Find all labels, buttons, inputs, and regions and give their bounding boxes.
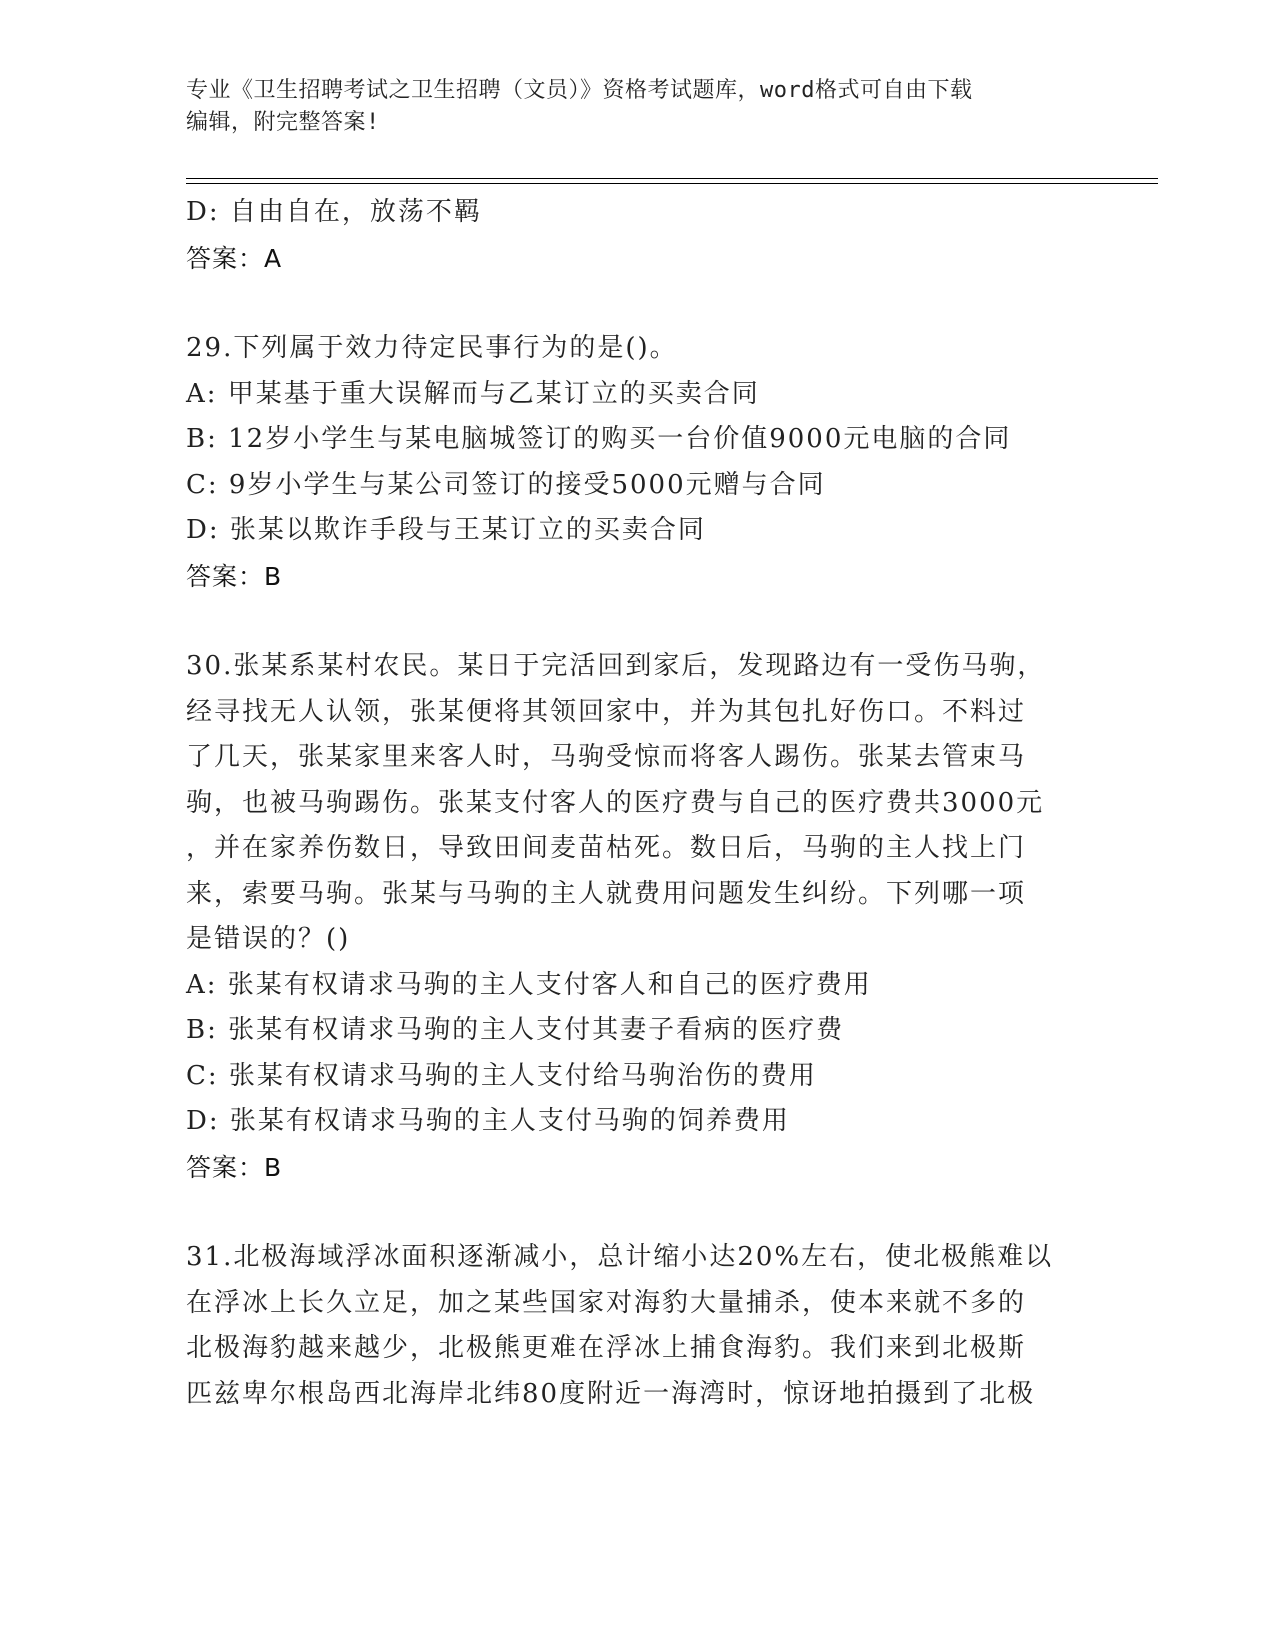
question-stem: 29.下列属于效力待定民事行为的是()。: [186, 333, 678, 363]
spacer: [186, 281, 1086, 326]
question-stem-line: 在浮冰上长久立足，加之某些国家对海豹大量捕杀，使本来就不多的: [186, 1287, 1027, 1318]
option-b: B: 张某有权请求马驹的主人支付其妻子看病的医疗费: [186, 1015, 845, 1045]
document-header: [186, 75, 1066, 139]
prev-answer: 答案：A: [186, 243, 283, 273]
spacer: [186, 1190, 1086, 1235]
option-a: A: 甲某基于重大误解而与乙某订立的买卖合同: [186, 378, 760, 409]
question-stem-line: 31.北极海域浮冰面积逐渐减小，总计缩小达20%左右，使北极熊难以: [186, 1242, 1054, 1272]
answer: 答案：B: [186, 561, 283, 591]
question-stem-line: ，并在家养伤数日，导致田间麦苗枯死。数日后，马驹的主人找上门: [186, 833, 1027, 863]
option-b: B: 12岁小学生与某电脑城签订的购买一台价值9000元电脑的合同: [186, 424, 1012, 454]
header-line-2: 编辑，附完整答案!: [186, 110, 380, 135]
header-line-1: 专业《卫生招聘考试之卫生招聘（文员）》资格考试题库，word格式可自由下载: [186, 78, 973, 103]
question-stem-line: 了几天，张某家里来客人时，马驹受惊而将客人踢伤。张某去管束马: [186, 742, 1027, 772]
header-divider-top: [186, 178, 1158, 179]
question-content: [186, 190, 1086, 1417]
question-stem-line: 来，索要马驹。张某与马驹的主人就费用问题发生纠纷。下列哪一项: [186, 878, 1027, 909]
question-30: [186, 644, 1086, 1190]
spacer: [186, 599, 1086, 644]
question-stem-line: 30.张某系某村农民。某日于完活回到家后，发现路边有一受伤马驹，: [186, 651, 1046, 681]
option-c: C: 9岁小学生与某公司签订的接受5000元赠与合同: [186, 469, 826, 500]
question-stem-line: 驹，也被马驹踢伤。张某支付客人的医疗费与自己的医疗费共3000元: [186, 787, 1045, 818]
prev-option-d: D: 自由自在，放荡不羁: [186, 197, 482, 227]
question-stem-line: 匹兹卑尔根岛西北海岸北纬80度附近一海湾时，惊讶地拍摄到了北极: [186, 1378, 1036, 1409]
question-stem-line: 经寻找无人认领，张某便将其领回家中，并为其包扎好伤口。不料过: [186, 696, 1027, 727]
answer: 答案：B: [186, 1152, 283, 1182]
option-a: A: 张某有权请求马驹的主人支付客人和自己的医疗费用: [186, 969, 872, 1000]
question-29: [186, 326, 1086, 599]
question-stem-line: 北极海豹越来越少，北极熊更难在浮冰上捕食海豹。我们来到北极斯: [186, 1333, 1027, 1363]
option-d: D: 张某以欺诈手段与王某订立的买卖合同: [186, 515, 706, 545]
header-divider-bottom: [186, 183, 1158, 184]
option-c: C: 张某有权请求马驹的主人支付给马驹治伤的费用: [186, 1060, 817, 1091]
question-31: [186, 1235, 1086, 1417]
option-d: D: 张某有权请求马驹的主人支付马驹的饲养费用: [186, 1106, 790, 1136]
question-stem-line: 是错误的？(): [186, 924, 351, 954]
